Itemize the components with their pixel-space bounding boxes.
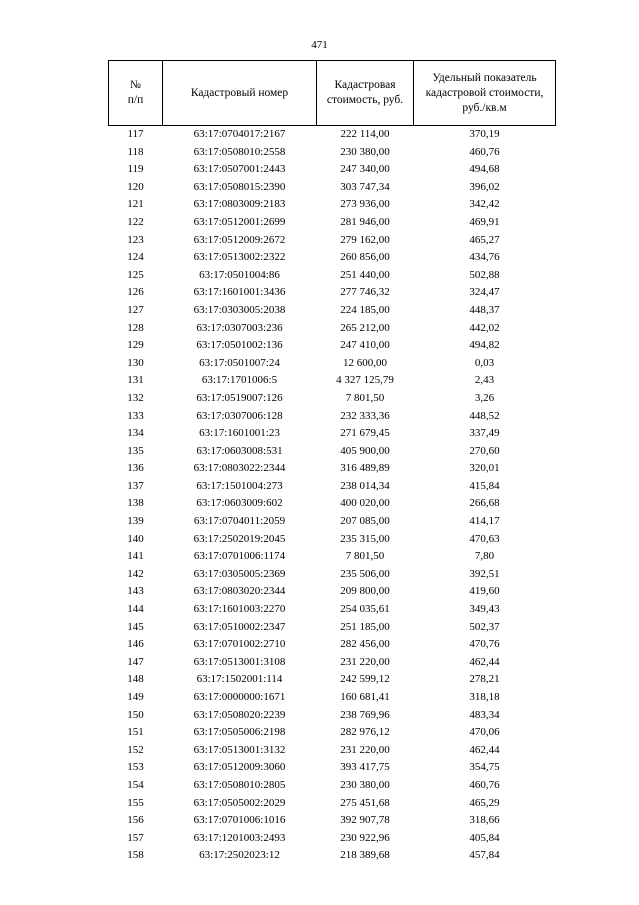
cadastral-number-cell: 63:17:0512009:2672 bbox=[193, 233, 286, 246]
specific-value-cell: 370,19 bbox=[469, 128, 500, 140]
table-row bbox=[109, 830, 556, 848]
specific-value-cell: 460,76 bbox=[469, 145, 500, 158]
specific-value-cell: 448,37 bbox=[469, 303, 500, 316]
table-row bbox=[109, 214, 556, 232]
row-number-cell: 127 bbox=[127, 303, 144, 316]
cadastral-value-cell: 209 800,00 bbox=[340, 585, 390, 598]
cadastral-value-cell: 265 212,00 bbox=[340, 321, 390, 334]
page-number: 471 bbox=[311, 39, 328, 51]
row-number-cell: 157 bbox=[127, 831, 144, 844]
cadastral-value-cell: 231 220,00 bbox=[340, 743, 390, 756]
table-row bbox=[109, 284, 556, 302]
cadastral-value-cell: 247 410,00 bbox=[340, 339, 390, 352]
header-specific-value: Удельный показатель кадастровой стоимости, руб./кв.м bbox=[414, 61, 556, 126]
cadastral-value-cell: 400 020,00 bbox=[340, 497, 390, 510]
table-row bbox=[109, 390, 556, 408]
table-row bbox=[109, 443, 556, 461]
row-number-cell: 142 bbox=[127, 567, 144, 580]
cadastral-number-cell: 63:17:2502023:12 bbox=[199, 849, 280, 862]
specific-value-cell: 392,51 bbox=[469, 567, 500, 580]
specific-value-cell: 266,68 bbox=[469, 497, 500, 510]
table-row bbox=[109, 161, 556, 179]
cadastral-number-cell: 63:17:0603008:531 bbox=[196, 444, 283, 457]
row-number-cell: 137 bbox=[127, 479, 144, 492]
table-body bbox=[109, 126, 556, 865]
row-number-cell: 119 bbox=[127, 163, 144, 176]
cadastral-value-cell: 231 220,00 bbox=[340, 655, 390, 668]
table-row bbox=[109, 196, 556, 214]
table-row bbox=[109, 179, 556, 197]
table-row bbox=[109, 495, 556, 513]
cadastral-number-cell: 63:17:0512001:2699 bbox=[193, 215, 286, 228]
specific-value-cell: 465,27 bbox=[469, 233, 500, 246]
table-row bbox=[109, 795, 556, 813]
specific-value-cell: 337,49 bbox=[469, 427, 500, 440]
cadastral-number-cell: 63:17:1701006:5 bbox=[201, 374, 278, 387]
cadastral-number-cell: 63:17:0508010:2805 bbox=[193, 778, 286, 791]
table-row bbox=[109, 583, 556, 601]
specific-value-cell: 324,47 bbox=[469, 286, 500, 299]
cadastral-value-cell: 277 746,32 bbox=[340, 286, 390, 299]
table-row bbox=[109, 425, 556, 443]
table-row bbox=[109, 144, 556, 162]
specific-value-cell: 469,91 bbox=[469, 215, 500, 228]
table-row bbox=[109, 531, 556, 549]
cadastral-value-cell: 238 014,34 bbox=[340, 479, 390, 492]
table-row bbox=[109, 671, 556, 689]
cadastral-value-cell: 235 315,00 bbox=[340, 532, 390, 545]
cadastral-value-cell: 230 380,00 bbox=[340, 778, 390, 791]
specific-value-cell: 2,43 bbox=[474, 374, 495, 387]
cadastral-value-cell: 273 936,00 bbox=[340, 198, 390, 211]
specific-value-cell: 405,84 bbox=[469, 831, 500, 844]
cadastral-number-cell: 63:17:0501007:24 bbox=[199, 356, 280, 369]
table-row bbox=[109, 759, 556, 777]
header-cadastral-number: Кадастровый номер bbox=[163, 61, 317, 126]
table-row bbox=[109, 742, 556, 760]
cadastral-number-cell: 63:17:0513001:3108 bbox=[193, 655, 286, 668]
cadastral-value-cell: 303 747,34 bbox=[340, 180, 390, 193]
cadastral-value-cell: 282 456,00 bbox=[340, 638, 390, 651]
cadastral-number-cell: 63:17:0505002:2029 bbox=[193, 796, 286, 809]
specific-value-cell: 470,76 bbox=[469, 638, 500, 651]
specific-value-cell: 462,44 bbox=[469, 743, 500, 756]
row-number-cell: 117 bbox=[127, 128, 144, 140]
row-number-cell: 121 bbox=[127, 198, 144, 211]
specific-value-cell: 270,60 bbox=[469, 444, 500, 457]
cadastral-number-cell: 63:17:0507001:2443 bbox=[193, 163, 286, 176]
table-row bbox=[109, 847, 556, 865]
cadastral-value-cell: 232 333,36 bbox=[340, 409, 390, 422]
specific-value-cell: 460,76 bbox=[469, 778, 500, 791]
cadastral-number-cell: 63:17:1601003:2270 bbox=[193, 603, 286, 616]
row-number-cell: 153 bbox=[127, 761, 144, 774]
table-row bbox=[109, 126, 556, 144]
cadastral-number-cell: 63:17:1201003:2493 bbox=[193, 831, 286, 844]
specific-value-cell: 465,29 bbox=[469, 796, 500, 809]
cadastral-number-cell: 63:17:2502019:2045 bbox=[193, 532, 286, 545]
header-row-number: № п/п bbox=[109, 61, 163, 126]
table-row bbox=[109, 513, 556, 531]
cadastral-number-cell: 63:17:0303005:2038 bbox=[193, 303, 286, 316]
table-row bbox=[109, 232, 556, 250]
row-number-cell: 150 bbox=[127, 708, 144, 721]
cadastral-number-cell: 63:17:0803022:2344 bbox=[193, 462, 286, 475]
cadastral-value-cell: 160 681,41 bbox=[340, 691, 390, 703]
cadastral-value-cell: 12 600,00 bbox=[343, 356, 387, 369]
specific-value-cell: 342,42 bbox=[469, 198, 500, 211]
row-number-cell: 155 bbox=[127, 796, 144, 809]
cadastral-value-cell: 218 389,68 bbox=[340, 849, 390, 862]
specific-value-cell: 415,84 bbox=[469, 479, 500, 492]
row-number-cell: 145 bbox=[127, 620, 144, 633]
cadastral-value-cell: 238 769,96 bbox=[340, 708, 390, 721]
row-number-cell: 131 bbox=[127, 374, 144, 387]
table-row bbox=[109, 566, 556, 584]
cadastral-value-cell: 316 489,89 bbox=[340, 462, 390, 475]
specific-value-cell: 448,52 bbox=[469, 409, 500, 422]
specific-value-cell: 494,82 bbox=[469, 339, 500, 352]
cadastral-value-cell: 260 856,00 bbox=[340, 251, 390, 264]
row-number-cell: 156 bbox=[127, 814, 144, 827]
specific-value-cell: 462,44 bbox=[469, 655, 500, 668]
cadastral-number-cell: 63:17:0519007:126 bbox=[196, 391, 283, 404]
row-number-cell: 141 bbox=[127, 550, 144, 563]
cadastral-value-cell: 405 900,00 bbox=[340, 444, 390, 457]
row-number-cell: 149 bbox=[127, 691, 144, 703]
cadastral-number-cell: 63:17:0803020:2344 bbox=[193, 585, 286, 598]
cadastral-number-cell: 63:17:0510002:2347 bbox=[193, 620, 286, 633]
row-number-cell: 132 bbox=[127, 391, 144, 404]
cadastral-number-cell: 63:17:1601001:3436 bbox=[193, 286, 286, 299]
row-number-cell: 135 bbox=[127, 444, 144, 457]
row-number-cell: 122 bbox=[127, 215, 144, 228]
table-row bbox=[109, 302, 556, 320]
cadastral-number-cell: 63:17:0603009:602 bbox=[196, 497, 283, 510]
cadastral-value-cell: 7 801,50 bbox=[345, 391, 385, 404]
cadastral-number-cell: 63:17:0508010:2558 bbox=[193, 145, 286, 158]
specific-value-cell: 318,66 bbox=[469, 814, 500, 827]
row-number-cell: 118 bbox=[127, 145, 144, 158]
specific-value-cell: 470,63 bbox=[469, 532, 500, 545]
row-number-cell: 143 bbox=[127, 585, 144, 598]
specific-value-cell: 349,43 bbox=[469, 603, 500, 616]
table-row bbox=[109, 777, 556, 795]
specific-value-cell: 494,68 bbox=[469, 163, 500, 176]
table-row bbox=[109, 320, 556, 338]
table-row bbox=[109, 812, 556, 830]
row-number-cell: 129 bbox=[127, 339, 144, 352]
specific-value-cell: 7,80 bbox=[474, 550, 495, 563]
table-row bbox=[109, 654, 556, 672]
row-number-cell: 126 bbox=[127, 286, 144, 299]
table-row bbox=[109, 689, 556, 707]
table-row bbox=[109, 636, 556, 654]
table-row bbox=[109, 408, 556, 426]
cadastral-number-cell: 63:17:1501004:273 bbox=[196, 479, 283, 492]
cadastral-value-cell: 224 185,00 bbox=[340, 303, 390, 316]
specific-value-cell: 502,37 bbox=[469, 620, 500, 633]
row-number-cell: 138 bbox=[127, 497, 144, 510]
cadastral-number-cell: 63:17:0508015:2390 bbox=[193, 180, 286, 193]
row-number-cell: 123 bbox=[127, 233, 144, 246]
cadastral-number-cell: 63:17:1502001:114 bbox=[196, 673, 283, 686]
table-row bbox=[109, 249, 556, 267]
row-number-cell: 147 bbox=[127, 655, 144, 668]
cadastral-value-cell: 242 599,12 bbox=[340, 673, 390, 686]
cadastral-number-cell: 63:17:0701006:1174 bbox=[193, 550, 286, 563]
table-row bbox=[109, 460, 556, 478]
specific-value-cell: 434,76 bbox=[469, 251, 500, 264]
row-number-cell: 136 bbox=[127, 462, 144, 475]
specific-value-cell: 442,02 bbox=[469, 321, 500, 334]
cadastral-table bbox=[108, 60, 556, 865]
cadastral-value-cell: 251 185,00 bbox=[340, 620, 390, 633]
cadastral-value-cell: 222 114,00 bbox=[340, 128, 390, 140]
cadastral-number-cell: 63:17:0512009:3060 bbox=[193, 761, 286, 774]
specific-value-cell: 396,02 bbox=[469, 180, 500, 193]
cadastral-value-cell: 235 506,00 bbox=[340, 567, 390, 580]
cadastral-value-cell: 271 679,45 bbox=[340, 427, 390, 440]
specific-value-cell: 278,21 bbox=[469, 673, 500, 686]
row-number-cell: 152 bbox=[127, 743, 144, 756]
row-number-cell: 158 bbox=[127, 849, 144, 862]
row-number-cell: 133 bbox=[127, 409, 144, 422]
cadastral-value-cell: 282 976,12 bbox=[340, 726, 390, 739]
cadastral-number-cell: 63:17:0701006:1016 bbox=[193, 814, 286, 827]
table-row bbox=[109, 337, 556, 355]
row-number-cell: 151 bbox=[127, 726, 144, 739]
specific-value-cell: 457,84 bbox=[469, 849, 500, 862]
table-row bbox=[109, 601, 556, 619]
row-number-cell: 130 bbox=[127, 356, 144, 369]
cadastral-value-cell: 393 417,75 bbox=[340, 761, 390, 774]
cadastral-value-cell: 275 451,68 bbox=[340, 796, 390, 809]
cadastral-number-cell: 63:17:0508020:2239 bbox=[193, 708, 286, 721]
cadastral-number-cell: 63:17:0513002:2322 bbox=[193, 251, 286, 264]
cadastral-number-cell: 63:17:0501002:136 bbox=[196, 339, 283, 352]
cadastral-number-cell: 63:17:0305005:2369 bbox=[193, 567, 286, 580]
cadastral-number-cell: 63:17:0307003:236 bbox=[196, 321, 283, 334]
cadastral-number-cell: 63:17:0513001:3132 bbox=[193, 743, 286, 756]
specific-value-cell: 354,75 bbox=[469, 761, 500, 774]
cadastral-value-cell: 392 907,78 bbox=[340, 814, 390, 827]
cadastral-value-cell: 251 440,00 bbox=[340, 268, 390, 281]
row-number-cell: 128 bbox=[127, 321, 144, 334]
cadastral-number-cell: 63:17:0704011:2059 bbox=[193, 515, 286, 528]
specific-value-cell: 419,60 bbox=[469, 585, 500, 598]
cadastral-value-cell: 247 340,00 bbox=[340, 163, 390, 176]
table-row bbox=[109, 548, 556, 566]
specific-value-cell: 0,03 bbox=[474, 356, 495, 369]
row-number-cell: 148 bbox=[127, 673, 144, 686]
cadastral-number-cell: 63:17:0307006:128 bbox=[196, 409, 283, 422]
row-number-cell: 124 bbox=[127, 251, 144, 264]
row-number-cell: 154 bbox=[127, 778, 144, 791]
cadastral-value-cell: 230 922,96 bbox=[340, 831, 390, 844]
specific-value-cell: 502,88 bbox=[469, 268, 500, 281]
row-number-cell: 134 bbox=[127, 427, 144, 440]
row-number-cell: 144 bbox=[127, 603, 144, 616]
row-number-cell: 146 bbox=[127, 638, 144, 651]
table-row bbox=[109, 619, 556, 637]
row-number-cell: 140 bbox=[127, 532, 144, 545]
specific-value-cell: 470,06 bbox=[469, 726, 500, 739]
cadastral-value-cell: 279 162,00 bbox=[340, 233, 390, 246]
specific-value-cell: 414,17 bbox=[469, 515, 500, 528]
table-row bbox=[109, 478, 556, 496]
table-row bbox=[109, 355, 556, 373]
row-number-cell: 125 bbox=[127, 268, 144, 281]
table-header bbox=[109, 61, 556, 126]
specific-value-cell: 483,34 bbox=[469, 708, 500, 721]
cadastral-value-cell: 254 035,61 bbox=[340, 603, 390, 616]
row-number-cell: 139 bbox=[127, 515, 144, 528]
cadastral-value-cell: 4 327 125,79 bbox=[336, 374, 394, 387]
cadastral-value-cell: 7 801,50 bbox=[345, 550, 385, 563]
table-row bbox=[109, 267, 556, 285]
cadastral-value-cell: 281 946,00 bbox=[340, 215, 390, 228]
header-cadastral-value: Кадастровая стоимость, руб. bbox=[317, 61, 414, 126]
specific-value-cell: 320,01 bbox=[469, 462, 500, 475]
cadastral-number-cell: 63:17:0000000:1671 bbox=[193, 691, 286, 703]
cadastral-value-cell: 207 085,00 bbox=[340, 515, 390, 528]
table-row bbox=[109, 707, 556, 725]
specific-value-cell: 318,18 bbox=[469, 691, 500, 703]
specific-value-cell: 3,26 bbox=[474, 391, 495, 404]
cadastral-number-cell: 63:17:0505006:2198 bbox=[193, 726, 286, 739]
cadastral-number-cell: 63:17:0803009:2183 bbox=[193, 198, 286, 211]
row-number-cell: 120 bbox=[127, 180, 144, 193]
cadastral-value-cell: 230 380,00 bbox=[340, 145, 390, 158]
cadastral-number-cell: 63:17:1601001:23 bbox=[199, 427, 280, 440]
cadastral-number-cell: 63:17:0501004:86 bbox=[199, 268, 280, 281]
table-row bbox=[109, 372, 556, 390]
cadastral-number-cell: 63:17:0701002:2710 bbox=[193, 638, 286, 651]
table-row bbox=[109, 724, 556, 742]
cadastral-number-cell: 63:17:0704017:2167 bbox=[193, 128, 286, 140]
